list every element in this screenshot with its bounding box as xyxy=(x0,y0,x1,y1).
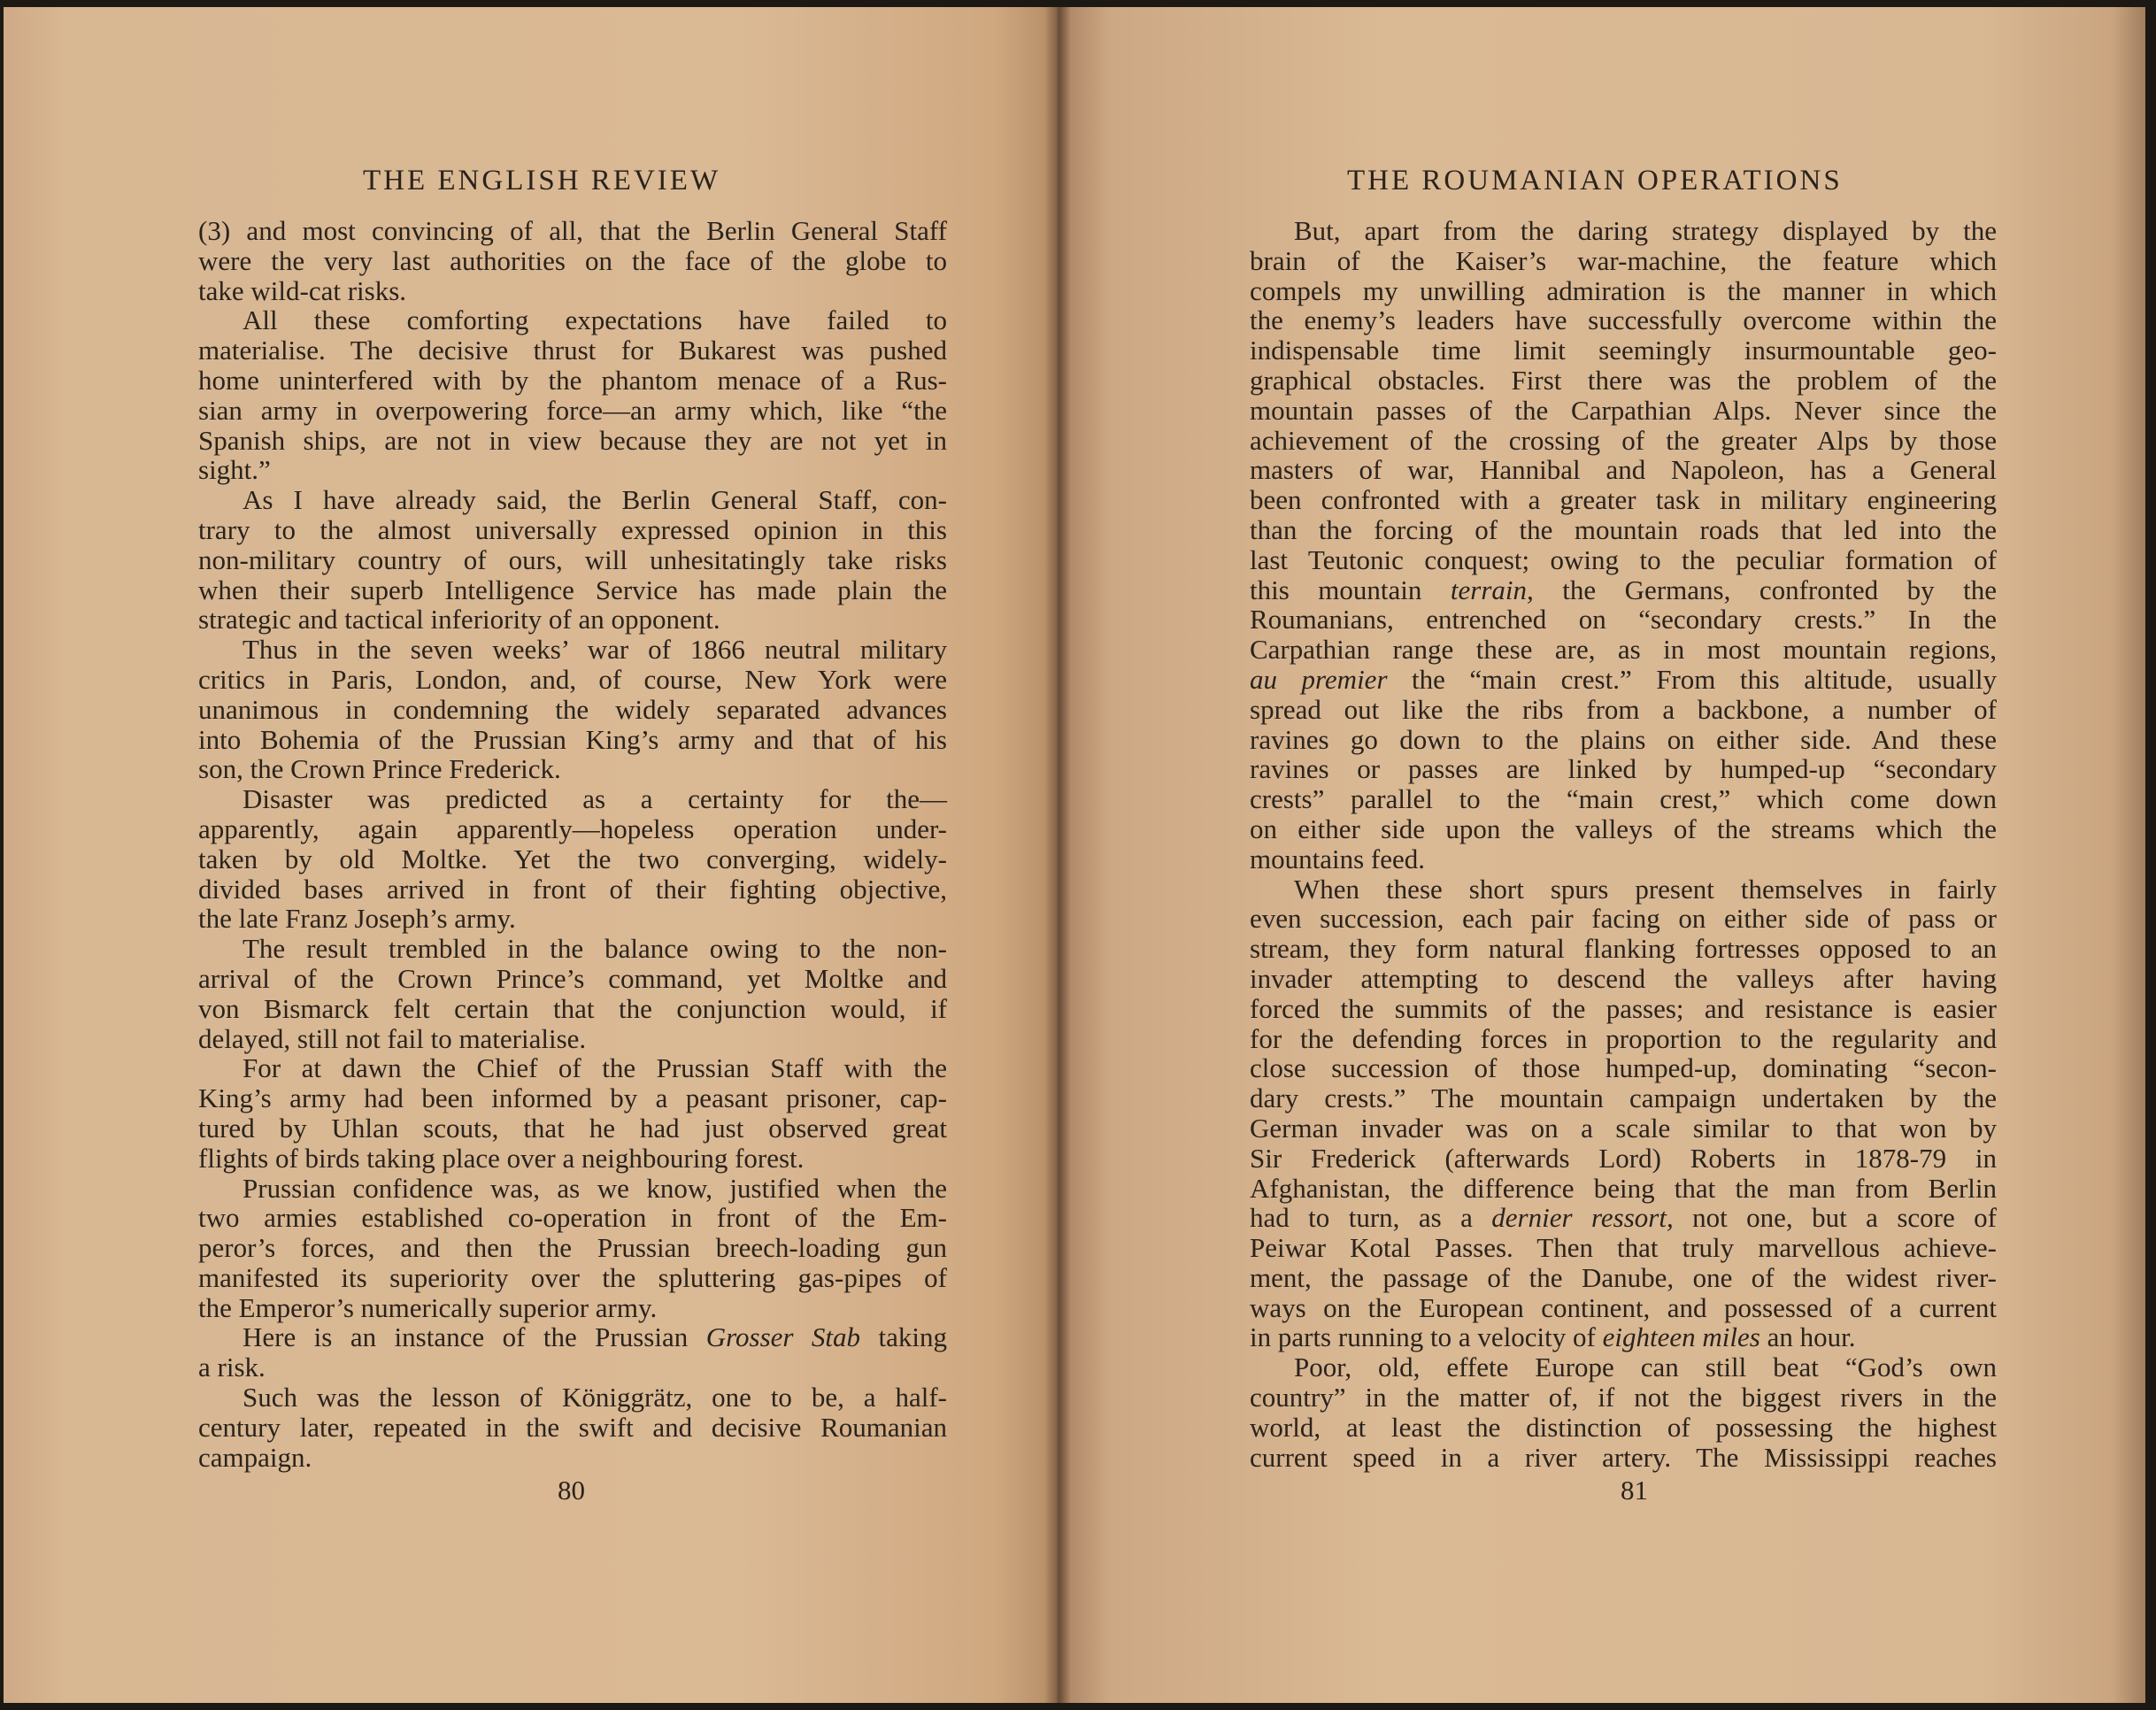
right-page-body xyxy=(1250,216,1997,1472)
text-line: country” in the matter of, if not the biggest rivers in the xyxy=(1250,1382,1997,1413)
text-line: divided bases arrived in front of their fighting objective, xyxy=(198,873,947,905)
text-line: ways on the European continent, and possessed of a current xyxy=(1250,1291,1997,1323)
text-line: son, the Crown Prince Frederick. xyxy=(198,753,561,785)
text-line: current speed in a river artery. The Mississippi reaches xyxy=(1250,1441,1997,1473)
text-line: Disaster was predicted as a certainty for the— xyxy=(243,783,947,815)
text-line: au premier the “main crest.” From this altitude, usually xyxy=(1250,663,1997,695)
text-line: into Bohemia of the Prussian King’s army and that of his xyxy=(198,723,947,755)
text-line: two armies established co-operation in front of the Em- xyxy=(198,1202,947,1234)
text-line: All these comforting expectations have failed to xyxy=(243,304,947,336)
text-line: the late Franz Joseph’s army. xyxy=(198,903,516,935)
text-line: sight.” xyxy=(198,454,271,486)
text-line: brain of the Kaiser’s war-machine, the feature which xyxy=(1250,244,1997,276)
text-line: taken by old Moltke. Yet the two converging, widely- xyxy=(198,843,947,874)
text-line: world, at least the distinction of possessing the highest xyxy=(1250,1411,1997,1443)
text-line: close succession of those humped-up, dominating “secon- xyxy=(1250,1052,1997,1084)
text-line: (3) and most convincing of all, that the Berlin General Staff xyxy=(198,215,947,246)
left-running-head: THE ENGLISH REVIEW xyxy=(363,165,721,196)
text-line: ravines go down to the plains on either side. And these xyxy=(1250,723,1997,755)
text-line: ravines or passes are linked by humped-up “secondary xyxy=(1250,753,1997,785)
text-line: achievement of the crossing of the greater Alps by those xyxy=(1250,424,1997,456)
text-line: the enemy’s leaders have successfully overcome within the xyxy=(1250,304,1997,336)
text-line: crests” parallel to the “main crest,” which come down xyxy=(1250,783,1997,815)
text-line: Roumanians, entrenched on “secondary crests.” In the xyxy=(1250,604,1997,635)
text-line: home uninterfered with by the phantom menace of a Rus- xyxy=(198,364,947,396)
text-line: compels my unwilling admiration is the manner in which xyxy=(1250,274,1997,306)
text-line: for the defending forces in proportion to the regularity and xyxy=(1250,1022,1997,1054)
text-line: last Teutonic conquest; owing to the peculiar formation of xyxy=(1250,543,1997,575)
text-line: For at dawn the Chief of the Prussian Staff with the xyxy=(243,1052,947,1084)
text-line: King’s army had been informed by a peasant prisoner, cap- xyxy=(198,1082,947,1114)
text-line: mountain passes of the Carpathian Alps. Never since the xyxy=(1250,394,1997,426)
text-line: a risk. xyxy=(198,1352,266,1383)
left-page xyxy=(4,7,1057,1703)
right-page xyxy=(1057,7,2145,1703)
text-line: Carpathian range these are, as in most mountain regions, xyxy=(1250,634,1997,666)
text-line: dary crests.” The mountain campaign undertaken by the xyxy=(1250,1082,1997,1114)
text-line: in parts running to a velocity of eighteen miles an hour. xyxy=(1250,1321,1856,1353)
book-gutter xyxy=(1044,7,1071,1703)
text-line: Prussian confidence was, as we know, justified when the xyxy=(243,1172,947,1204)
text-line: stream, they form natural flanking fortresses opposed to an xyxy=(1250,933,1997,965)
text-line: campaign. xyxy=(198,1441,312,1473)
text-line: masters of war, Hannibal and Napoleon, has a General xyxy=(1250,454,1997,486)
text-line: German invader was on a scale similar to that won by xyxy=(1250,1112,1997,1144)
text-line: apparently, again apparently—hopeless operation under- xyxy=(198,813,947,844)
text-line: mountains feed. xyxy=(1250,843,1426,874)
text-line: tured by Uhlan scouts, that he had just observed great xyxy=(198,1112,947,1144)
text-line: take wild-cat risks. xyxy=(198,274,407,306)
text-line: had to turn, as a dernier ressort, not one, but a score of xyxy=(1250,1202,1997,1234)
text-line: unanimous in condemning the widely separated advances xyxy=(198,693,947,725)
text-line: materialise. The decisive thrust for Bukarest was pushed xyxy=(198,335,947,366)
text-line: von Bismarck felt certain that the conjunction would, if xyxy=(198,992,947,1024)
right-page-number: 81 xyxy=(1621,1475,1648,1506)
text-line: were the very last authorities on the face of the globe to xyxy=(198,244,947,276)
text-line: invader attempting to descend the valleys after having xyxy=(1250,962,1997,994)
text-line: Peiwar Kotal Passes. Then that truly marvellous achieve- xyxy=(1250,1232,1997,1264)
text-line: Here is an instance of the Prussian Grosser Stab taking xyxy=(243,1321,947,1353)
text-line: arrival of the Crown Prince’s command, yet Moltke and xyxy=(198,962,947,994)
text-line: The result trembled in the balance owing to the non- xyxy=(243,933,947,965)
text-line: Poor, old, effete Europe can still beat “God’s own xyxy=(1294,1352,1997,1383)
text-line: trary to the almost universally expressed opinion in this xyxy=(198,513,947,545)
text-line: critics in Paris, London, and, of course, New York were xyxy=(198,663,947,695)
text-line: peror’s forces, and then the Prussian breech-loading gun xyxy=(198,1232,947,1264)
text-line: ment, the passage of the Danube, one of the widest river- xyxy=(1250,1261,1997,1293)
text-line: Such was the lesson of Königgrätz, one to be, a half- xyxy=(243,1382,947,1413)
text-line: As I have already said, the Berlin General Staff, con- xyxy=(243,484,947,516)
text-line: strategic and tactical inferiority of an opponent. xyxy=(198,604,720,635)
text-line: even succession, each pair facing on either side of pass or xyxy=(1250,903,1997,935)
text-line: on either side upon the valleys of the streams which the xyxy=(1250,813,1997,844)
text-line: Thus in the seven weeks’ war of 1866 neutral military xyxy=(243,634,947,666)
text-line: this mountain terrain, the Germans, confronted by the xyxy=(1250,574,1997,605)
text-line: indispensable time limit seemingly insurmountable geo- xyxy=(1250,335,1997,366)
text-line: been confronted with a greater task in military engineering xyxy=(1250,484,1997,516)
text-line: Afghanistan, the difference being that the man from Berlin xyxy=(1250,1172,1997,1204)
right-running-head: THE ROUMANIAN OPERATIONS xyxy=(1347,165,1843,196)
text-line: manifested its superiority over the spluttering gas-pipes of xyxy=(198,1261,947,1293)
text-line: spread out like the ribs from a backbone, a number of xyxy=(1250,693,1997,725)
text-line: sian army in overpowering force—an army which, like “the xyxy=(198,394,947,426)
text-line: than the forcing of the mountain roads that led into the xyxy=(1250,513,1997,545)
text-line: non-military country of ours, will unhesitatingly take risks xyxy=(198,543,947,575)
text-line: graphical obstacles. First there was the problem of the xyxy=(1250,364,1997,396)
text-line: forced the summits of the passes; and resistance is easier xyxy=(1250,992,1997,1024)
text-line: But, apart from the daring strategy displayed by the xyxy=(1294,215,1997,246)
left-page-body xyxy=(198,216,947,1472)
text-line: when their superb Intelligence Service has made plain the xyxy=(198,574,947,605)
text-line: Sir Frederick (afterwards Lord) Roberts in 1878-79 in xyxy=(1250,1142,1997,1174)
text-line: the Emperor’s numerically superior army. xyxy=(198,1291,658,1323)
text-line: When these short spurs present themselves in fairly xyxy=(1294,873,1997,905)
left-page-number: 80 xyxy=(558,1475,585,1506)
text-line: century later, repeated in the swift and decisive Roumanian xyxy=(198,1411,947,1443)
text-line: Spanish ships, are not in view because they are not yet in xyxy=(198,424,947,456)
text-line: flights of birds taking place over a neighbouring forest. xyxy=(198,1142,805,1174)
text-line: delayed, still not fail to materialise. xyxy=(198,1022,587,1054)
